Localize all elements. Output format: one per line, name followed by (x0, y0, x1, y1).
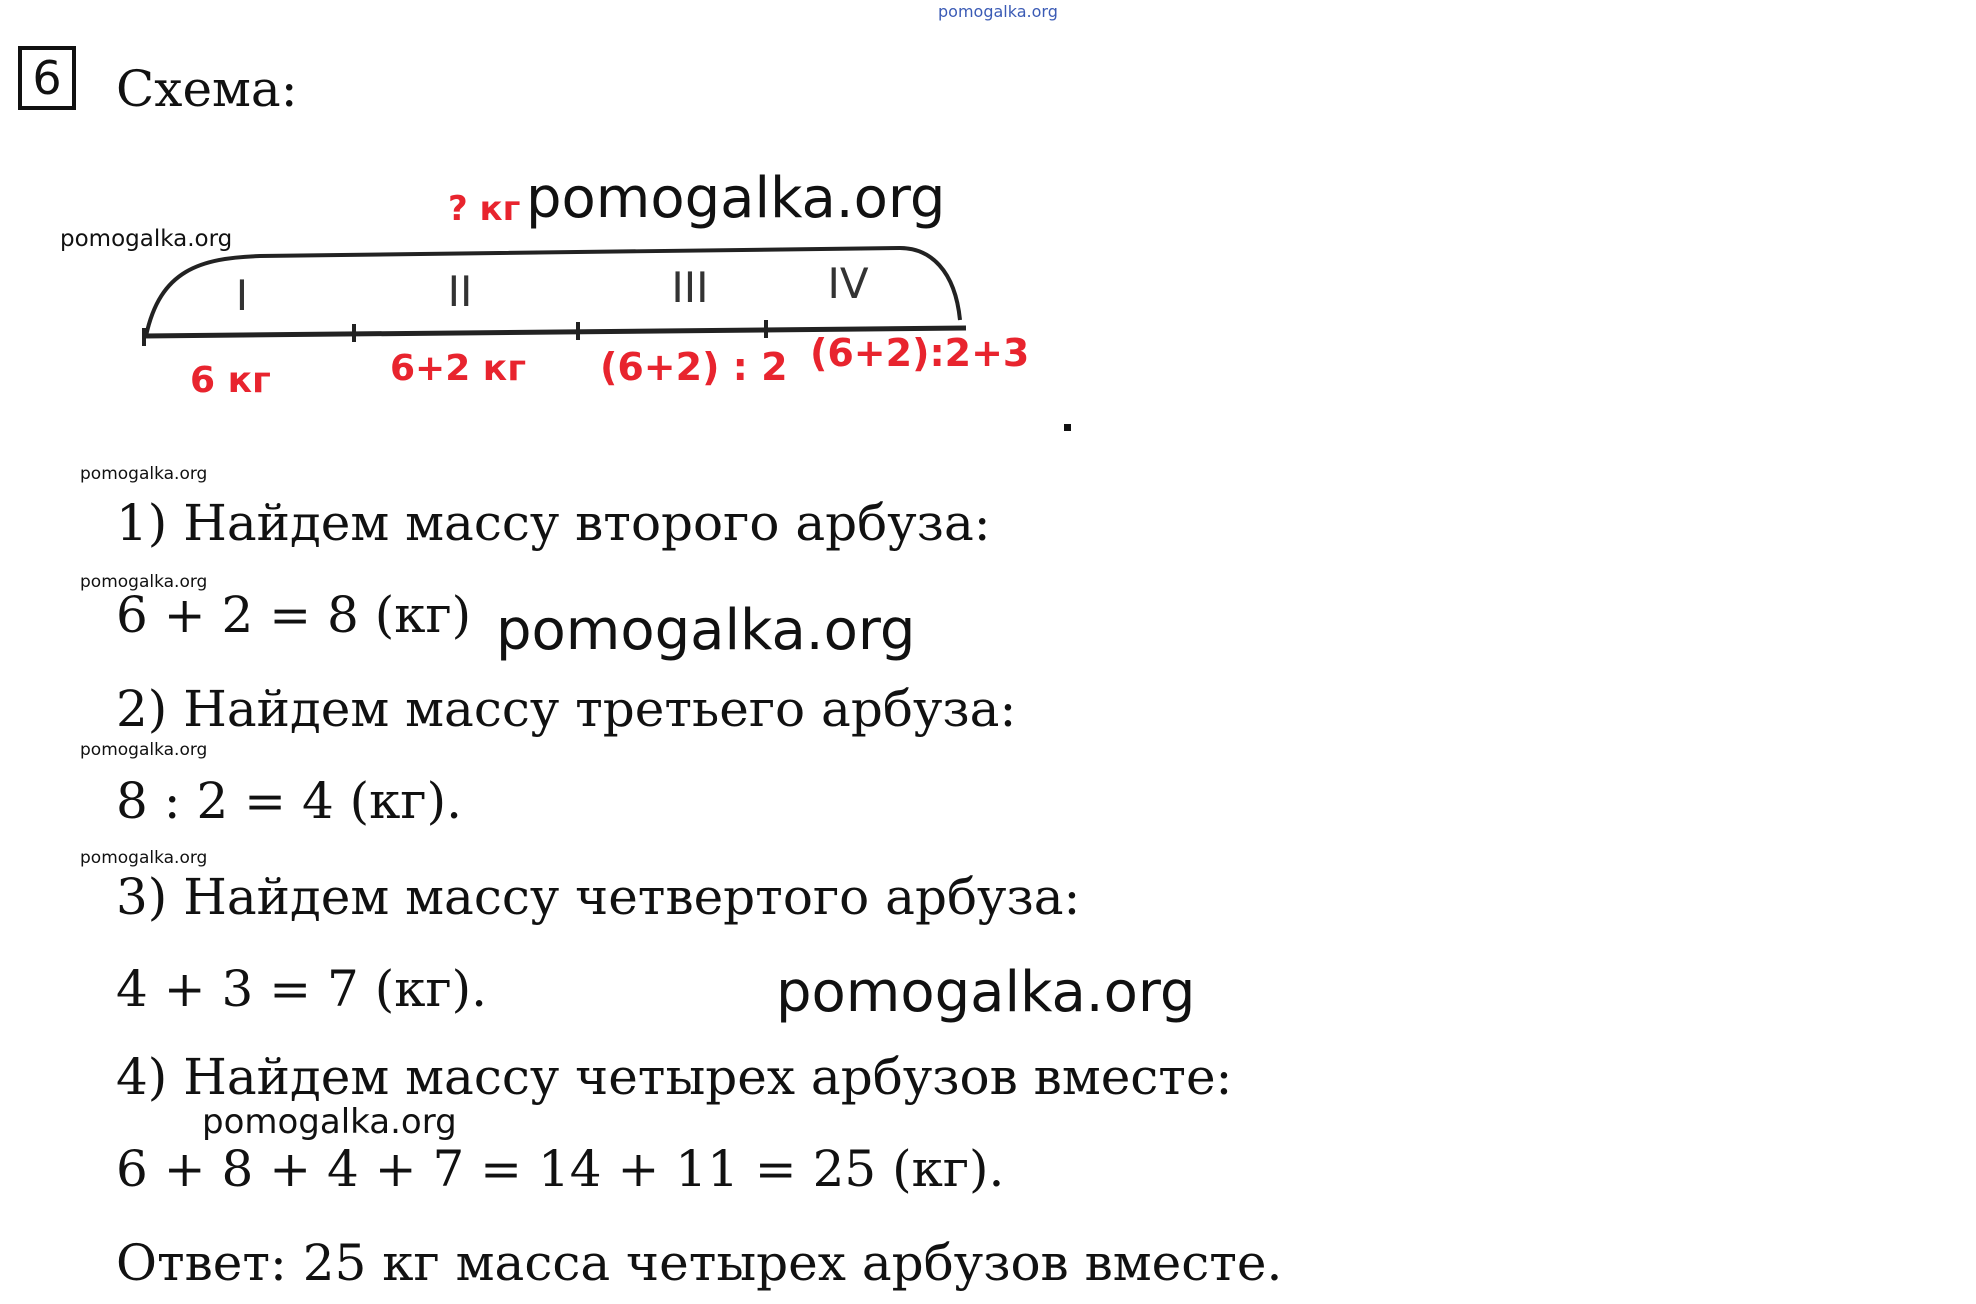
watermark-small-2: pomogalka.org (80, 572, 208, 592)
answer-line: Ответ: 25 кг масса четырех арбузов вместе. (116, 1234, 1283, 1292)
segment-value-4: (6+2):2+3 (810, 331, 1030, 375)
site-watermark-top: pomogalka.org (938, 2, 1058, 21)
task-number-box: 6 (18, 46, 76, 110)
step-4-calc: 6 + 8 + 4 + 7 = 14 + 11 = 25 (кг). (116, 1140, 1005, 1198)
stray-dot (1064, 424, 1071, 431)
watermark-small-3: pomogalka.org (80, 740, 208, 760)
segment-value-3: (6+2) : 2 (600, 345, 788, 389)
segment-value-1: 6 кг (190, 360, 271, 401)
step-3-title: 3) Найдем массу четвертого арбуза: (116, 868, 1081, 926)
segment-roman-1: I (235, 271, 249, 320)
step-3-calc: 4 + 3 = 7 (кг). (116, 960, 488, 1018)
step-1-title: 1) Найдем массу второго арбуза: (116, 494, 991, 552)
segment-roman-2: II (447, 267, 473, 316)
total-question-label: ? кг (448, 189, 521, 229)
segment-value-2: 6+2 кг (390, 348, 527, 389)
step-1-calc: 6 + 2 = 8 (кг) (116, 586, 472, 644)
diagram-watermark-large: pomogalka.org (526, 166, 946, 231)
segment-roman-4: IV (827, 259, 869, 308)
step-2-calc: 8 : 2 = 4 (кг). (116, 772, 462, 830)
step-2-title: 2) Найдем массу третьего арбуза: (116, 680, 1017, 738)
scheme-title: Схема: (116, 60, 298, 118)
diagram-watermark-small: pomogalka.org (60, 226, 233, 252)
segment-roman-3: III (671, 263, 709, 312)
watermark-medium: pomogalka.org (202, 1102, 457, 1142)
watermark-small-4: pomogalka.org (80, 848, 208, 868)
watermark-small-1: pomogalka.org (80, 464, 208, 484)
step-4-title: 4) Найдем массу четырех арбузов вместе: (116, 1048, 1233, 1106)
watermark-large-2: pomogalka.org (776, 960, 1196, 1025)
watermark-large-1: pomogalka.org (496, 598, 916, 663)
